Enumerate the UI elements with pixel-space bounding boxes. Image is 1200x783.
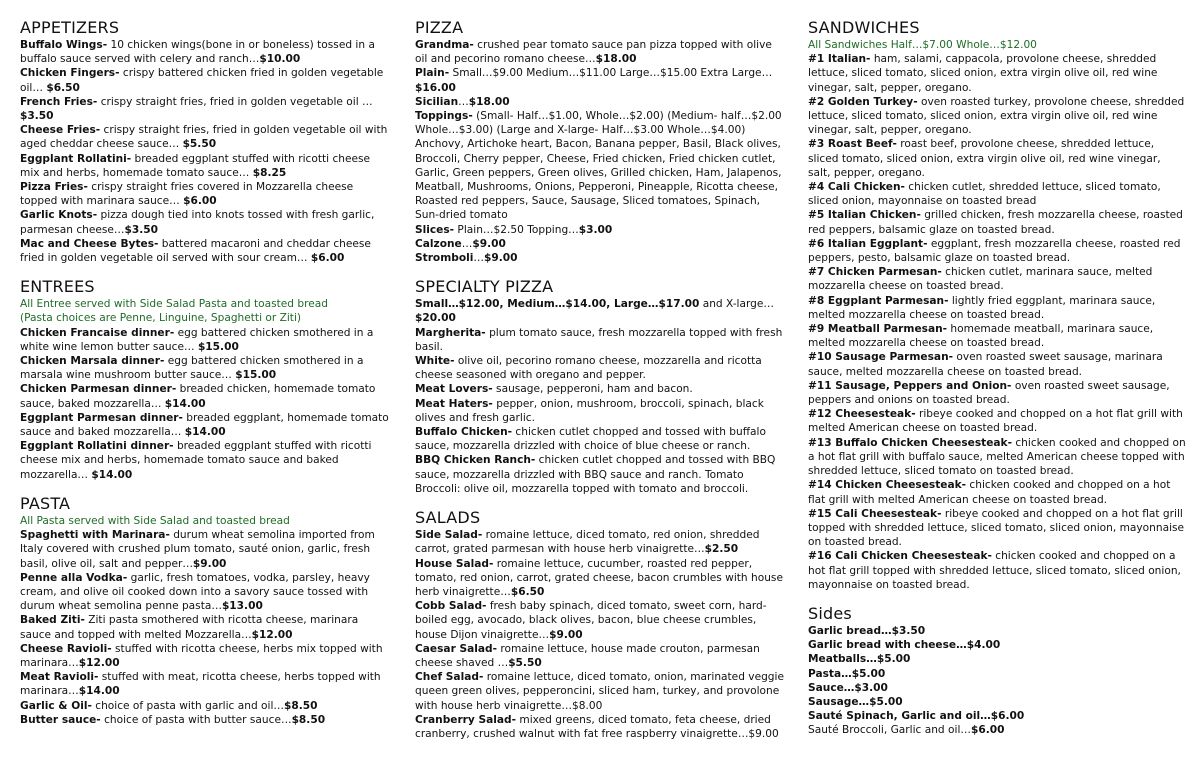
item-name: Chicken Marsala dinner- [20,355,165,368]
item-description: stuffed with ricotta cheese, herbs mix topped with marinara… [20,642,383,669]
item-description: choice of pasta with garlic and oil… [91,699,285,712]
item-description: Sauté Broccoli, Garlic and oil… [808,724,971,737]
item-name: Meat Ravioli- [20,671,99,684]
item-name: Chicken Fingers- [20,67,120,80]
menu-item [415,528,787,556]
menu-item [20,38,392,66]
section-title: PASTA [20,493,71,513]
item-name: Butter sauce- [20,713,101,726]
item-description: stuffed with meat, ricotta cheese, herbs topped with marinara… [20,671,381,698]
menu-item [415,397,787,425]
item-name: Small…$12.00, Medium…$14.00, Large…$17.00 [415,298,700,311]
item-name: Plain- [415,67,450,80]
menu-item [808,507,1186,550]
menu-column [808,18,1186,750]
item-name: Chicken Francaise dinner- [20,326,175,339]
menu-item [808,695,1186,709]
item-name: #13 Buffalo Chicken Cheesesteak- [808,436,1012,449]
item-price: $9.00 [192,557,227,570]
menu-item [808,407,1186,435]
menu-item [808,478,1186,506]
item-description: lightly fried eggplant, marinara sauce, melted mozzarella cheese on toasted bread. [808,294,1156,321]
item-name: Side Salad- [415,529,483,542]
item-price: $3.00 [578,223,613,236]
item-name: Cheese Fries- [20,124,101,137]
menu-item [20,326,392,354]
item-price: $6.00 [971,724,1005,737]
item-price: $14.00 [91,468,133,481]
item-name: Cobb Salad- [415,600,487,613]
item-description: crispy straight fries, fried in golden vegetable oil … [97,95,373,108]
item-description: ham, salami, cappacola, provolone cheese, shredded lettuce, sliced tomato, sliced onion, extra virgin olive oil, red wine vinegar, salt, pepper, oregano. [808,53,1158,94]
item-name: #8 Eggplant Parmesan- [808,294,949,307]
menu-item [415,137,787,222]
menu-item [415,326,787,354]
menu-item [20,613,392,641]
item-name: White- [415,355,455,368]
menu-item [415,425,787,453]
item-description: Ziti pasta smothered with ricotta cheese, marinara sauce and topped with melted Mozzarella… [20,614,359,641]
menu-item [415,109,787,137]
menu-item [20,528,392,571]
item-name: Garlic & Oil- [20,699,92,712]
section-note: All Sandwiches Half…$7.00 Whole…$12.00 [808,39,1037,51]
item-name: Spaghetti with Marinara- [20,529,170,542]
item-name: Toppings- [415,110,473,123]
menu-item [20,66,392,94]
menu-section-pasta [20,494,392,727]
item-name: Chef Salad- [415,671,484,684]
item-description: oven roasted sweet sausage, peppers and onions on toasted bread. [808,379,1170,407]
menu-section-pizza [415,18,787,265]
menu-item [415,95,787,109]
item-name: Eggplant Rollatini dinner- [20,440,174,453]
item-name: Margherita- [415,326,486,339]
item-price: $12.00 [251,628,293,641]
item-name: Meatballs…$5.00 [808,653,911,666]
menu-item [20,382,392,410]
item-description: eggplant, fresh mozzarella cheese, roasted red peppers, pesto, balsamic glaze on toasted bread. [808,237,1181,265]
item-name: Meat Haters- [415,397,493,410]
item-price: $6.00 [183,195,217,208]
item-name: #4 Cali Chicken- [808,181,905,194]
menu-item [20,354,392,382]
item-price: $9.00 [483,252,518,265]
item-name: #12 Cheesesteak- [808,408,916,421]
item-price: $6.50 [46,81,80,94]
menu-item [20,180,392,208]
item-name: Sauce…$3.00 [808,681,888,694]
menu-section-sandwiches [808,18,1186,592]
menu-item [415,66,787,94]
item-description: ribeye cooked and chopped on a hot flat grill topped with shredded lettuce, sliced tomato, sliced onion, mayonnaise on toasted bread. [808,507,1185,549]
item-description: battered macaroni and cheddar cheese fried in golden vegetable oil served with sour cream… [20,237,371,265]
menu-item [808,667,1186,681]
menu-item [415,354,787,382]
menu-item [20,699,392,713]
item-price: $14.00 [78,685,120,698]
item-name: Eggplant Rollatini- [20,152,132,165]
item-price: $2.50 [704,543,739,556]
item-name: #6 Italian Eggplant- [808,237,928,250]
menu-item [808,652,1186,666]
item-name: #10 Sausage Parmesan- [808,351,954,364]
item-description: romaine lettuce, diced tomato, onion, marinated veggie queen green olives, pepperoncini, sliced ham, turkey, and provolone with house herb vinaigrette…$8.00 [415,671,784,712]
item-price: $6.00 [310,252,345,265]
item-name: Sausage…$5.00 [808,695,903,708]
item-name: House Salad- [415,557,494,570]
item-price: $18.00 [595,53,637,66]
menu-item [808,265,1186,293]
item-description: romaine lettuce, cucumber, roasted red pepper, tomato, red onion, carrot, grated cheese, bacon crumbles with house herb vinaigrette… [415,557,783,598]
item-price: $18.00 [468,95,510,108]
item-description: chicken cutlet chopped and tossed with BBQ sauce, mozzarella drizzled with BBQ sauce and ranch. Tomato Broccoli: olive oil, mozzarella topped with tomato and broccoli. [415,454,776,495]
item-description: pepper, onion, mushroom, broccoli, spinach, black olives and fresh garlic. [415,397,764,424]
item-name: #5 Italian Chicken- [808,209,921,222]
section-note: (Pasta choices are Penne, Linguine, Spaghetti or Ziti) [20,312,302,325]
item-description: romaine lettuce, diced tomato, red onion, shredded carrot, grated parmesan with house herb vinaigrette… [415,529,760,556]
menu-item [415,251,787,265]
item-name: Garlic Knots- [20,209,98,222]
item-description: chicken cooked and chopped on a hot flat grill topped with shredded lettuce, sliced tomato, sliced onion, mayonnaise on toasted bread. [808,550,1181,591]
item-name: Buffalo Chicken- [415,426,513,439]
menu-column [20,18,392,739]
item-price: $9.00 [472,237,506,250]
item-description: crushed pear tomato sauce pan pizza topped with olive oil and pecorino romano cheese… [415,39,772,66]
item-description: crispy straight fries, fried in golden vegetable oil with aged cheddar cheese sauce… [20,124,388,151]
item-description: mixed greens, diced tomato, feta cheese, dried cranberry, crushed walnut with fat free raspberry vinaigrette…$9.00 [415,713,779,740]
item-description: roast beef, provolone cheese, shredded lettuce, sliced tomato, sliced onion, extra virgin olive oil, red wine vinegar, salt, pepper, oregano. [808,138,1161,179]
item-name: #2 Golden Turkey- [808,95,918,108]
item-name: Sicilian [415,95,459,108]
section-title: PIZZA [415,18,464,37]
menu-item [808,294,1186,322]
item-name: Grandma- [415,39,474,51]
item-price: $3.50 [20,110,54,123]
item-description: … [458,95,469,108]
menu-item [808,709,1186,723]
menu-item [20,123,392,151]
menu-item [808,681,1186,695]
item-name: Cranberry Salad- [415,713,517,726]
item-description: breaded eggplant stuffed with ricotti cheese mix and herbs, homemade tomato sauce… [20,152,371,179]
section-title: APPETIZERS [20,18,120,37]
item-description: and X-large… [699,298,775,311]
item-name: Baked Ziti- [20,614,85,627]
item-description: garlic, fresh tomatoes, vodka, parsley, heavy cream, and olive oil cooked down into a savory sauce tossed with durum wheat semolina penne pasta… [20,571,370,613]
item-price: $16.00 [415,81,456,94]
menu-item [415,297,787,325]
item-description: chicken cooked and chopped on a hot flat grill with buffalo sauce, melted American cheese topped with shredded lettuce, sliced tomato on toasted bread. [808,436,1186,478]
item-price: $8.50 [291,713,326,726]
menu-item [415,557,787,600]
item-name: Mac and Cheese Bytes- [20,237,159,250]
item-description: Small…$9.00 Medium…$11.00 Large…$15.00 Extra Large… [449,67,773,80]
item-name: #14 Chicken Cheesesteak- [808,479,967,492]
item-name: Eggplant Parmesan dinner- [20,411,183,424]
item-price: $14.00 [184,426,226,439]
item-description: egg battered chicken smothered in a marsala wine mushroom butter sauce… [20,355,364,382]
item-price: $9.00 [549,628,583,641]
item-description: breaded eggplant stuffed with ricotti cheese mix and herbs, homemade tomato sauce and baked mozzarella… [20,440,372,481]
item-description: grilled chicken, fresh mozzarella cheese, roasted red peppers, balsamic glaze on toasted bread. [808,209,1183,236]
menu-section-sides [808,604,1186,738]
item-name: French Fries- [20,95,98,108]
item-price: $13.00 [221,600,263,613]
menu-item [415,453,787,496]
item-name: #7 Chicken Parmesan- [808,266,942,279]
section-title: Sides [808,603,852,623]
menu-item [20,237,392,265]
item-description: chicken cutlet, shredded lettuce, sliced tomato, sliced onion, mayonnaise on toasted bread [808,181,1161,208]
item-description: breaded eggplant, homemade tomato sauce and baked mozzarella… [20,411,389,439]
item-description: 10 chicken wings(bone in or boneless) tossed in a buffalo sauce served with celery and ranch… [20,39,375,66]
menu-item [20,95,392,123]
menu-item [808,322,1186,350]
menu-item [808,180,1186,208]
item-description: fresh baby spinach, diced tomato, sweet corn, hard-boiled egg, avocado, black olives, bacon, blue cheese crumbles, house Dijon vinaigrette… [415,600,767,641]
menu-item [20,439,392,482]
section-title: SANDWICHES [808,18,920,37]
item-price: $6.50 [510,585,545,598]
menu-item [20,642,392,670]
section-title: ENTREES [20,277,95,297]
section-title: SPECIALTY PIZZA [415,277,554,297]
item-description: sausage, pepperoni, ham and bacon. [492,383,693,396]
menu-item [415,38,787,66]
item-name: Pizza Fries- [20,181,88,194]
menu-item [415,223,787,237]
item-price: $10.00 [259,53,301,66]
item-name: Buffalo Wings- [20,39,108,51]
item-description: crispy straight fries covered in Mozzarella cheese topped with marinara sauce… [20,181,354,208]
item-name: Garlic bread…$3.50 [808,624,926,637]
item-description: Plain…$2.50 Topping… [454,223,579,236]
item-price: $5.50 [182,138,217,151]
section-note: All Pasta served with Side Salad and toasted bread [20,514,290,527]
menu-item [808,52,1186,95]
item-name: Calzone [415,237,462,250]
menu-column [415,18,787,753]
item-name: Stromboli [415,252,474,265]
item-name: Slices- [415,223,455,236]
item-description: durum wheat semolina imported from Italy covered with crushed plum tomato, sauté onion, garlic, fresh basil, olive oil, salt and pepper… [20,529,375,570]
menu-item [415,642,787,670]
menu-item [415,382,787,396]
item-description: chicken cooked and chopped on a hot flat grill with melted American cheese on toasted bread. [808,479,1171,506]
menu-item [808,624,1186,638]
menu-item [808,208,1186,236]
menu-item [808,436,1186,479]
item-name: Cheese Ravioli- [20,642,112,655]
item-description: homemade meatball, marinara sauce, melted mozzarella cheese on toasted bread. [808,323,1154,350]
item-description: choice of pasta with butter sauce… [100,713,292,726]
item-description: oven roasted turkey, provolone cheese, shredded lettuce, sliced tomato, sliced onion, extra virgin olive oil, red wine vinegar, salt, pepper, oregano. [808,95,1185,137]
menu-item [20,713,392,727]
item-name: #9 Meatball Parmesan- [808,323,948,336]
item-description: ribeye cooked and chopped on a hot flat grill with melted American cheese on toasted bread. [808,408,1183,435]
menu-section-specialty-pizza [415,277,787,496]
menu-item [20,571,392,614]
menu-item [20,670,392,698]
section-title: SALADS [415,508,481,528]
menu-item [808,723,1186,737]
menu-item [808,638,1186,652]
item-description: egg battered chicken smothered in a white wine lemon butter sauce… [20,326,374,353]
item-name: #11 Sausage, Peppers and Onion- [808,379,1012,392]
item-name: Penne alla Vodka- [20,571,128,584]
item-price: $20.00 [415,312,456,325]
item-description: romaine lettuce, house made crouton, parmesan cheese shaved … [415,642,760,669]
item-description: plum tomato sauce, fresh mozzarella topped with fresh basil. [415,326,783,353]
item-description: chicken cutlet, marinara sauce, melted mozzarella cheese on toasted bread. [808,266,1153,293]
menu-item [20,152,392,180]
item-name: Caesar Salad- [415,642,498,655]
menu-item [808,379,1186,407]
item-description: olive oil, pecorino romano cheese, mozzarella and ricotta cheese seasoned with oregano and pepper. [415,355,762,382]
item-name: #3 Roast Beef- [808,138,897,151]
item-description: oven roasted sweet sausage, marinara sauce, melted mozzarella cheese on toasted bread. [808,351,1163,378]
item-price: $8.25 [252,166,287,179]
menu-item [415,670,787,713]
item-description: pizza dough tied into knots tossed with fresh garlic, parmesan cheese… [20,209,375,236]
item-price: $3.50 [124,223,159,236]
item-name: Sauté Spinach, Garlic and oil…$6.00 [808,710,1025,723]
item-price: $14.00 [164,397,206,410]
item-name: Pasta…$5.00 [808,667,886,680]
item-price: $15.00 [235,369,277,382]
item-name: #1 Italian- [808,53,871,66]
item-description: Anchovy, Artichoke heart, Bacon, Banana pepper, Basil, Black olives, Broccoli, Cherry pepper, Cheese, Fried chicken, Fried chicken cutlet, Garlic, Green peppers, Green olives, Grilled chicken, Ham, Jalapenos, Meatball, Mushrooms, Onions, Pepperoni, Pineapple, Ricotta cheese, Roasted red peppers, Sauce, Sausage, Sliced tomatoes, Spinach, Sun-dried tomato [415,138,782,222]
item-description: … [461,237,473,250]
item-name: Chicken Parmesan dinner- [20,383,177,396]
item-name: Meat Lovers- [415,383,493,396]
item-price: $5.50 [508,656,542,669]
menu-section-appetizers [20,18,392,265]
menu-item [808,350,1186,378]
menu-item [20,208,392,236]
item-price: $15.00 [197,340,239,353]
item-name: #15 Cali Cheesesteak- [808,507,942,520]
item-description: (Small- Half…$1.00, Whole…$2.00) (Medium- half…$2.00 Whole…$3.00) (Large and X-large- Half…$3.00 Whole…$4.00) [415,110,782,137]
menu-item [808,237,1186,265]
menu-section-entrees [20,277,392,482]
item-description: breaded chicken, homemade tomato sauce, baked mozzarella… [20,383,376,410]
item-name: BBQ Chicken Ranch- [415,454,536,467]
menu-item [808,137,1186,180]
item-price: $12.00 [78,656,120,669]
menu-item [808,95,1186,138]
menu-item [415,237,787,251]
item-price: $8.50 [284,699,318,712]
menu-item [415,713,787,741]
menu-item [20,411,392,439]
menu-section-salads [415,508,787,741]
item-description: chicken cutlet chopped and tossed with buffalo sauce, mozzarella drizzled with choice of blue cheese or ranch. [415,426,766,453]
menu-item [415,599,787,642]
section-note: All Entree served with Side Salad Pasta and toasted bread [20,298,328,311]
item-name: Garlic bread with cheese…$4.00 [808,639,1001,652]
item-description: … [473,252,484,265]
menu-item [808,549,1186,592]
item-name: #16 Cali Chicken Cheesesteak- [808,550,992,563]
item-description: crispy battered chicken fried in golden vegetable oil… [20,67,384,94]
